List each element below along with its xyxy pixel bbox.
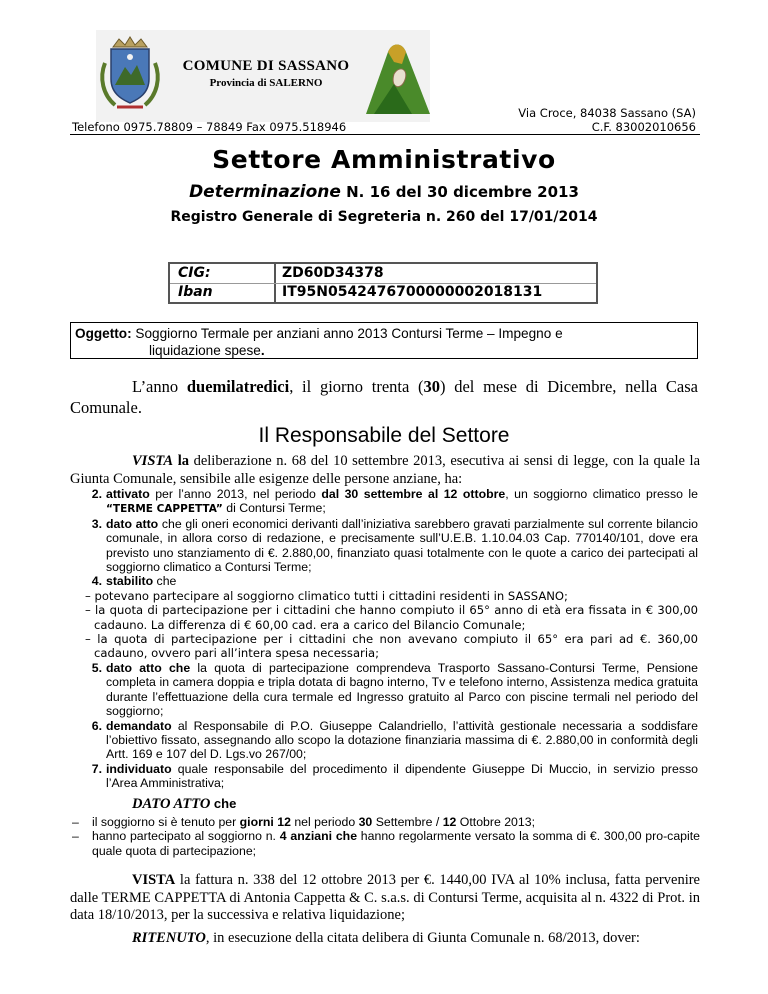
item-text: che bbox=[153, 574, 177, 589]
list-item bbox=[80, 661, 698, 719]
item-text: hanno partecipato al soggiorno n. bbox=[92, 829, 280, 844]
iban-value: IT95N0542476700000002018131 bbox=[282, 284, 543, 300]
list-item bbox=[80, 574, 698, 588]
dato-atto-che: che bbox=[210, 796, 237, 811]
sub-item: – la quota di partecipazione per i cittadini che non avevano compiuto il 65° era pari ad €. 360,00 cadauno, ovvero pari all’intera spesa necessaria; bbox=[85, 632, 698, 661]
item-text: che gli oneri economici derivanti dall’iniziativa sarebbero gravati parzialmente sul corrente bilancio comunale, in allora corso di redazione, e precisamente sull’U.E.B. 1.10.04.03 Cap. 770140/101, dove era previsto uno stanziamento di €. 2.880,00, finanziato quasi totalmente con le quote a carico dei partecipati al soggiorno climatico a Contursi Terme; bbox=[106, 516, 698, 575]
provincia-name: Provincia di SALERNO bbox=[209, 77, 323, 89]
anno-paragraph bbox=[70, 376, 698, 418]
list-number: 4. bbox=[91, 574, 102, 589]
oggetto-period: . bbox=[260, 343, 265, 358]
list-item bbox=[80, 487, 698, 517]
anno-text: L’anno bbox=[132, 377, 187, 396]
cig-label: CIG: bbox=[178, 265, 211, 281]
sub-item: – potevano partecipare al soggiorno climatico tutti i cittadini residenti in SASSANO; bbox=[85, 588, 568, 603]
list-item bbox=[80, 517, 698, 575]
item-venue: “TERME CAPPETTA” bbox=[106, 503, 223, 516]
item-text: nel periodo bbox=[290, 815, 359, 829]
vista-keyword: VISTA bbox=[132, 453, 174, 469]
premises-list bbox=[80, 487, 698, 791]
vista-article: la bbox=[173, 453, 189, 469]
dato-atto-list bbox=[72, 815, 700, 858]
item-keyword: individuato bbox=[106, 761, 172, 776]
item-participants: 4 anziani che bbox=[279, 829, 358, 844]
header-divider bbox=[70, 134, 700, 135]
codes-table bbox=[168, 262, 598, 304]
settore-title: Settore Amministrativo bbox=[212, 145, 556, 174]
item-text: Ottobre 2013; bbox=[456, 815, 535, 829]
ritenuto-text: , in esecuzione della citata delibera di Giunta Comunale n. 68/2013, dover: bbox=[205, 930, 640, 946]
oggetto-text-line2 bbox=[75, 342, 693, 359]
item-days: giorni 12 bbox=[239, 815, 291, 829]
item-text: Settembre / bbox=[372, 815, 443, 829]
item-text: quale responsabile del procedimento il dipendente Giuseppe Di Muccio, in servizio presso l’Area Amministrativa; bbox=[106, 761, 698, 791]
ritenuto-keyword: RITENUTO bbox=[132, 930, 206, 946]
anno-text: ) del mese di Dicembre, nella Casa Comunale. bbox=[70, 377, 699, 417]
vista-text: deliberazione n. 68 del 10 settembre 2013, esecutiva ai sensi di legge, con la quale la Giunta Comunale, sensibile alle esigenze delle persone anziane, ha: bbox=[70, 453, 700, 487]
item-text: al Responsabile di P.O. Giuseppe Calandriello, l’attività gestionale necessaria a soddisfare l’obiettivo fissato, assegnando allo scopo la dotazione finanziaria massima di €. 2.880,00 in conformità degli Artt. 169 e 107 del D. Lgs.vo 267/00; bbox=[106, 718, 698, 762]
determinazione-number: N. 16 del 30 dicembre 2013 bbox=[340, 183, 579, 201]
list-item bbox=[80, 762, 698, 791]
vista-paragraph bbox=[70, 453, 700, 488]
dato-atto-heading bbox=[132, 796, 236, 813]
item-end-day: 12 bbox=[442, 815, 457, 829]
list-item bbox=[72, 829, 700, 858]
vista-keyword: VISTA bbox=[132, 872, 176, 888]
item-period: dal 30 settembre al 12 ottobre bbox=[321, 487, 506, 501]
iban-label: Iban bbox=[178, 284, 213, 300]
phone-fax: Telefono 0975.78809 – 78849 Fax 0975.518946 bbox=[72, 120, 347, 134]
fiscal-code: C.F. 83002010656 bbox=[591, 120, 696, 134]
item-text: di Contursi Terme; bbox=[222, 501, 326, 516]
oggetto-text: Soggiorno Termale per anziani anno 2013 Contursi Terme – Impegno e bbox=[131, 326, 563, 341]
comune-name: COMUNE DI SASSANO bbox=[182, 58, 350, 74]
registro-line: Registro Generale di Segreteria n. 260 del 17/01/2014 bbox=[170, 209, 598, 225]
anno-year: duemilatredici bbox=[186, 377, 290, 396]
item-text: la quota di partecipazione comprendeva Trasporto Sassano-Contursi Terme, Pensione completa in camera doppia e tripla dotata di bagno interno, Tv e telefono interno, Assistenza medica gratuita durante l’effettuazione della cura termale ed Ingresso gratuito al Parco con piscine termali nel periodo del soggiorno; bbox=[106, 660, 698, 719]
oggetto-label: Oggetto: bbox=[75, 326, 132, 341]
item-text: , un soggiorno climatico presso le bbox=[505, 487, 698, 501]
item-start-day: 30 bbox=[358, 815, 373, 829]
determinazione-word: Determinazione bbox=[189, 182, 341, 202]
item-text: per l’anno 2013, nel periodo bbox=[149, 487, 322, 501]
dash-bullet: – bbox=[72, 815, 79, 829]
cig-value: ZD60D34378 bbox=[282, 265, 384, 281]
mountain-logo-icon bbox=[364, 34, 432, 118]
anno-day: 30 bbox=[423, 377, 441, 396]
address-line: Via Croce, 84038 Sassano (SA) bbox=[518, 106, 696, 120]
list-item bbox=[72, 815, 700, 829]
item-keyword: dato atto bbox=[106, 516, 159, 531]
determinazione-line bbox=[0, 182, 768, 202]
vista-fattura-paragraph bbox=[70, 872, 700, 925]
vista-text: la fattura n. 338 del 12 ottobre 2013 per €. 1440,00 IVA al 10% inclusa, fatta pervenire dalle TERME CAPPETTA di Antonia Cappetta & C. s.a.s. di Contursi Terme, acquisita al n. 4322 di Prot. in data 18/10/2013, per la successiva e relativa liquidazione; bbox=[70, 872, 700, 923]
sub-item: – la quota di partecipazione per i cittadini che hanno compiuto il 65° anno di età era fissata in € 300,00 cadauno. La differenza di € 60,00 cad. era a carico del Bilancio Comunale; bbox=[85, 603, 698, 632]
dash-bullet: – bbox=[72, 829, 79, 844]
list-number: 6. bbox=[91, 718, 102, 733]
oggetto-text-cont: liquidazione spese bbox=[149, 343, 261, 358]
responsabile-heading: Il Responsabile del Settore bbox=[258, 424, 510, 447]
list-number: 5. bbox=[91, 660, 102, 675]
anno-text: , il giorno trenta ( bbox=[289, 377, 424, 396]
dato-atto-keyword: DATO ATTO bbox=[132, 796, 211, 812]
item-keyword: demandato bbox=[106, 718, 172, 733]
item-keyword: stabilito bbox=[106, 574, 154, 589]
oggetto-box bbox=[70, 322, 698, 359]
item-text: il soggiorno si è tenuto per bbox=[92, 815, 240, 829]
list-item bbox=[80, 719, 698, 762]
item-keyword: attivato bbox=[106, 487, 150, 501]
item-keyword: dato atto che bbox=[106, 660, 191, 675]
list-number: 7. bbox=[91, 761, 102, 776]
ritenuto-paragraph bbox=[70, 930, 700, 948]
municipal-crest-icon bbox=[97, 33, 163, 115]
item-text: hanno regolarmente versato la somma di €. 300,00 pro-capite quale quota di partecipazione; bbox=[92, 829, 700, 858]
list-number: 2. bbox=[91, 487, 102, 501]
list-number: 3. bbox=[91, 516, 102, 531]
